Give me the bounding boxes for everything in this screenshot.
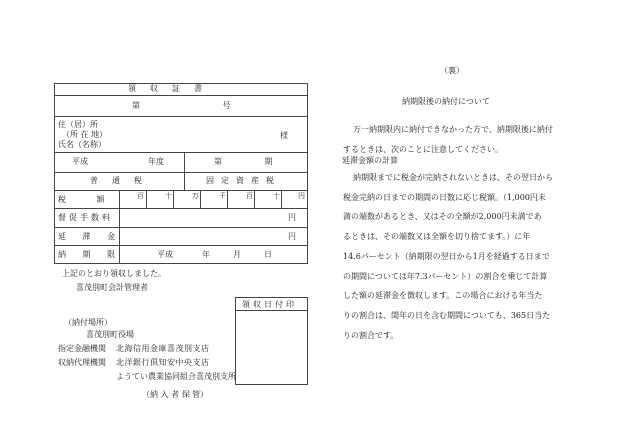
honorific: 様 [280, 131, 288, 140]
notice-body-line: の期間については年7.3パーセント）の割合を乗じて計算 [343, 271, 548, 281]
payment-place-value: 喜茂別町役場 [86, 330, 134, 339]
digit-divider [254, 190, 255, 208]
receipt-title: 領収証書 [128, 84, 216, 93]
designated-bank-label: 指定金融機関 [58, 344, 106, 353]
designated-bank-value: 北海信用金庫喜茂別支店 [116, 344, 210, 353]
date-stamp-label: 領収日付印 [242, 300, 297, 309]
notice-intro-line: 万一納期限内に納付できなかった方で、納期限後に納付 [353, 125, 553, 134]
row-divider [54, 245, 308, 246]
tax-type-ordinary: 普通税 [90, 176, 156, 185]
row-divider [54, 172, 308, 173]
row-divider [54, 190, 308, 191]
row-label-reminder-fee: 督促手数料 [58, 213, 113, 222]
digit-divider [281, 190, 282, 208]
collecting-agent-label: 収納代理機関 [58, 358, 106, 367]
digit-unit: 千 [219, 192, 226, 200]
row-label-tax-amount: 税 額 [58, 195, 119, 204]
notice-intro-line: するときは、次のことに注意してください。 [343, 144, 503, 154]
yen-unit: 円 [288, 232, 296, 241]
row-label-late-fee: 延 滞 金 [58, 232, 123, 241]
location-label: （所 在 地） [62, 130, 108, 139]
digit-unit: 十 [165, 192, 172, 200]
notice-intro [343, 120, 553, 159]
notice-body-line: りの割合です。 [343, 330, 399, 340]
notice-title: 納期限後の納付について [402, 97, 490, 106]
digit-unit: 百 [246, 192, 253, 200]
receipt-number-label: 第 号 [132, 101, 231, 110]
digit-unit: 円 [298, 192, 305, 200]
notice-body-line: 満の端数があるとき、又はその全額が2,000円未満であ [343, 212, 542, 222]
address-label: 住（居）所 [58, 120, 98, 129]
row-divider [54, 116, 308, 117]
section-heading: 延滞金額の計算 [342, 156, 398, 165]
row-divider [54, 152, 308, 153]
row-label-due-date: 納 期 限 [58, 250, 123, 259]
due-date-era: 平成 [157, 250, 173, 259]
received-statement: 上記のとおり領収しました。 [62, 269, 166, 278]
row-divider [54, 95, 308, 96]
name-label: 氏名（名称） [58, 140, 106, 149]
notice-body-line: 14.6パーセント（納期限の翌日から1月を経過する日まで [343, 251, 550, 261]
fiscal-year-label: 年度 [148, 157, 164, 166]
era-label: 平成 [72, 157, 88, 166]
yen-unit: 円 [288, 213, 296, 222]
stamp-divider [235, 310, 308, 311]
digit-divider [200, 190, 201, 208]
collecting-agent-value: 北洋銀行倶知安中央支店 [116, 358, 210, 367]
receipt-footer: （納 入 者 保 管） [142, 390, 209, 399]
due-date-month: 月 [233, 250, 241, 259]
digit-unit: 十 [273, 192, 280, 200]
row-divider [54, 208, 308, 209]
digit-divider [173, 190, 174, 208]
digit-unit: 百 [137, 192, 144, 200]
digit-unit: 万 [192, 192, 199, 200]
notice-body-line: した額の延滞金を徴収します。この場合における年当た [343, 291, 543, 301]
notice-body-line: 税金完納の日までの期間の日数に応じ税額。（1,000円未 [343, 192, 546, 202]
due-date-day: 日 [264, 250, 272, 259]
digit-divider [146, 190, 147, 208]
notice-body-line: 納期限までに税金が完納されないときは、その翌日から [353, 173, 553, 182]
digit-divider [227, 190, 228, 208]
col-divider [184, 152, 185, 190]
issuer: 喜茂別町会計管理者 [76, 283, 148, 292]
collecting-agent-value-2: ようてい農業協同組合喜茂別支所 [116, 372, 236, 381]
period-label: 第 期 [214, 157, 273, 166]
notice-body [343, 168, 553, 345]
payment-place-label: （納付場所） [64, 318, 112, 327]
due-date-year: 年 [202, 250, 210, 259]
notice-body-line: るときは、その端数又は全額を切り捨てます。）に年 [343, 232, 531, 242]
tax-type-fixed-asset: 固定資産税 [206, 176, 281, 185]
notice-header: （裏） [440, 66, 464, 75]
notice-body-line: りの割合は、閏年の日を含む期間についても、365日当た [343, 310, 551, 320]
row-divider [54, 227, 308, 228]
